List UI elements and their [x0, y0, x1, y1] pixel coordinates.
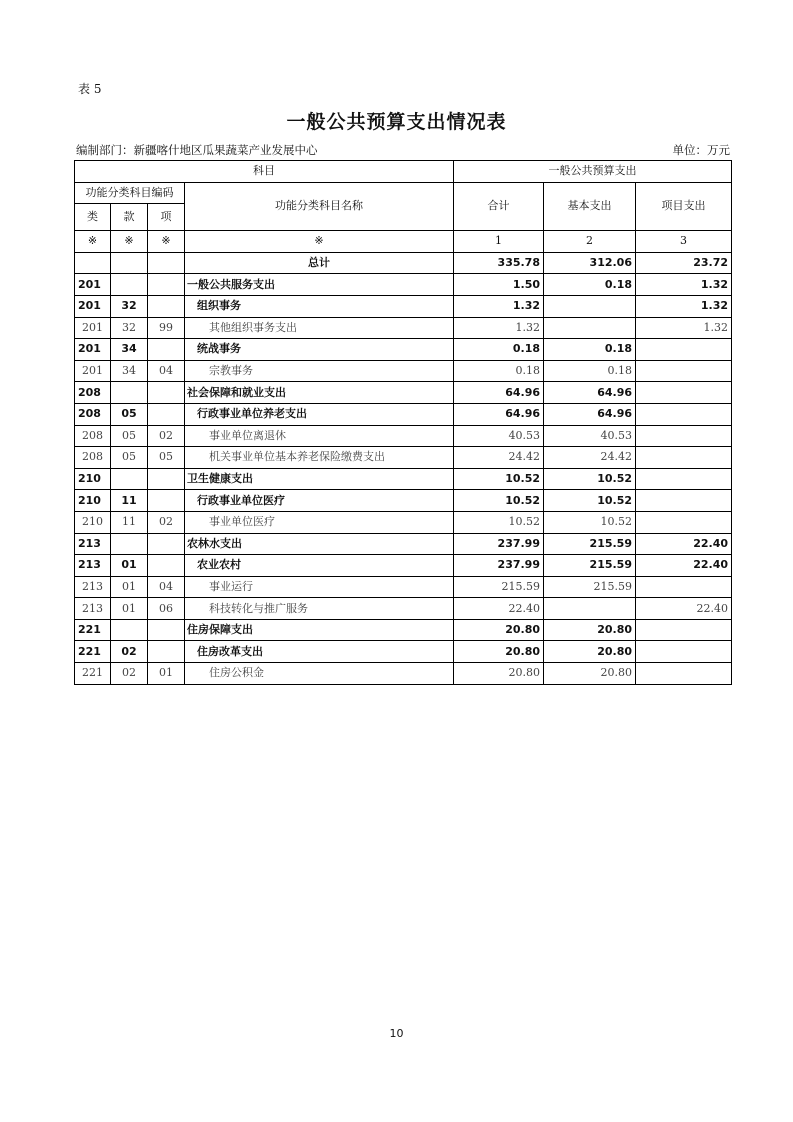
code-lei-cell: 213: [75, 533, 111, 555]
code-kuan-cell: 05: [111, 425, 148, 447]
subject-name-cell: 卫生健康支出: [185, 468, 454, 490]
code-xiang-cell: [148, 641, 185, 663]
total-cell: 237.99: [454, 533, 544, 555]
table-row: [75, 403, 732, 425]
code-kuan-cell: 01: [111, 555, 148, 577]
basic-cell: 0.18: [544, 339, 636, 361]
project-cell: [636, 663, 732, 685]
subject-name-cell: 宗教事务: [185, 360, 454, 382]
code-xiang-cell: [148, 339, 185, 361]
table-row: [75, 555, 732, 577]
project-cell: [636, 511, 732, 533]
basic-cell: 40.53: [544, 425, 636, 447]
header-row-top: [75, 161, 732, 183]
total-label: 总计: [185, 252, 454, 274]
index-cell: 2: [544, 231, 636, 253]
table-row: [75, 663, 732, 685]
basic-cell: 215.59: [544, 576, 636, 598]
basic-cell: 0.18: [544, 360, 636, 382]
table-row: [75, 317, 732, 339]
table-row: [75, 274, 732, 296]
total-cell: 64.96: [454, 403, 544, 425]
page-title: 一般公共预算支出情况表: [286, 111, 507, 133]
code-kuan-cell: 32: [111, 317, 148, 339]
basic-cell: [544, 317, 636, 339]
project-cell: [636, 403, 732, 425]
basic-cell: 64.96: [544, 403, 636, 425]
code-xiang-cell: [148, 382, 185, 404]
basic-cell: [544, 598, 636, 620]
code-kuan-cell: 05: [111, 403, 148, 425]
code-lei-cell: 213: [75, 576, 111, 598]
total-cell: 22.40: [454, 598, 544, 620]
subject-name-cell: 统战事务: [185, 339, 454, 361]
total-cell: 40.53: [454, 425, 544, 447]
code-xiang-cell: 05: [148, 447, 185, 469]
department-label: 编制部门：新疆喀什地区瓜果蔬菜产业发展中心: [76, 143, 318, 157]
basic-cell: 10.52: [544, 511, 636, 533]
subject-name-cell: 科技转化与推广服务: [185, 598, 454, 620]
code-kuan-cell: [111, 468, 148, 490]
code-kuan-cell: [111, 274, 148, 296]
header-budget-group: 一般公共预算支出: [454, 161, 732, 183]
basic-cell: 215.59: [544, 533, 636, 555]
code-xiang-cell: 99: [148, 317, 185, 339]
total-cell: 10.52: [454, 490, 544, 512]
index-cell: 3: [636, 231, 732, 253]
code-kuan-cell: 02: [111, 641, 148, 663]
table-row: [75, 533, 732, 555]
code-kuan-cell: [111, 533, 148, 555]
project-cell: 22.40: [636, 555, 732, 577]
total-cell: 10.52: [454, 468, 544, 490]
code-xiang-cell: 04: [148, 360, 185, 382]
table-row: [75, 382, 732, 404]
table-row: [75, 468, 732, 490]
table-row: [75, 339, 732, 361]
project-cell: 1.32: [636, 295, 732, 317]
code-lei-cell: 208: [75, 382, 111, 404]
total-cell: 237.99: [454, 555, 544, 577]
header-subject: 科目: [75, 161, 454, 183]
code-lei-cell: 208: [75, 425, 111, 447]
project-cell: [636, 382, 732, 404]
project-cell: 1.32: [636, 317, 732, 339]
subject-name-cell: 住房公积金: [185, 663, 454, 685]
table-row: [75, 490, 732, 512]
code-lei-cell: 201: [75, 317, 111, 339]
code-lei-cell: 221: [75, 663, 111, 685]
code-xiang-cell: [148, 295, 185, 317]
code-xiang-cell: 02: [148, 425, 185, 447]
code-kuan-cell: 34: [111, 339, 148, 361]
subject-name-cell: 农业农村: [185, 555, 454, 577]
code-xiang-cell: [148, 619, 185, 641]
header-name: 功能分类科目名称: [185, 182, 454, 231]
code-lei-cell: 213: [75, 598, 111, 620]
basic-cell: 64.96: [544, 382, 636, 404]
code-xiang-cell: 06: [148, 598, 185, 620]
header-project: 项目支出: [636, 182, 732, 231]
code-xiang-cell: [148, 403, 185, 425]
total-cell: 20.80: [454, 619, 544, 641]
subject-name-cell: 组织事务: [185, 295, 454, 317]
total-cell: 1.32: [454, 295, 544, 317]
code-lei-cell: 201: [75, 274, 111, 296]
project-cell: [636, 447, 732, 469]
total-cell: 20.80: [454, 641, 544, 663]
project-cell: 22.40: [636, 533, 732, 555]
budget-table: [74, 160, 732, 685]
header-basic: 基本支出: [544, 182, 636, 231]
total-cell: 0.18: [454, 339, 544, 361]
basic-cell: 20.80: [544, 663, 636, 685]
project-cell: [636, 619, 732, 641]
code-lei-cell: 221: [75, 641, 111, 663]
code-kuan-cell: 11: [111, 511, 148, 533]
basic-cell: 20.80: [544, 641, 636, 663]
project-cell: 1.32: [636, 274, 732, 296]
mark-cell: ※: [148, 231, 185, 253]
subject-name-cell: 事业单位医疗: [185, 511, 454, 533]
header-row-middle: [75, 182, 732, 204]
code-lei-cell: 213: [75, 555, 111, 577]
code-kuan-cell: 01: [111, 598, 148, 620]
header-total: 合计: [454, 182, 544, 231]
table-row: [75, 447, 732, 469]
basic-cell: 10.52: [544, 468, 636, 490]
header-lei: 类: [75, 204, 111, 231]
basic-cell: 20.80: [544, 619, 636, 641]
mark-cell: ※: [111, 231, 148, 253]
total-cell: 215.59: [454, 576, 544, 598]
code-xiang-cell: [148, 274, 185, 296]
total-amount: 335.78: [454, 252, 544, 274]
subject-name-cell: 住房改革支出: [185, 641, 454, 663]
table-row: [75, 619, 732, 641]
total-row: [75, 252, 732, 274]
code-xiang-cell: 04: [148, 576, 185, 598]
index-cell: 1: [454, 231, 544, 253]
project-cell: [636, 641, 732, 663]
code-xiang-cell: [148, 533, 185, 555]
code-kuan-cell: 34: [111, 360, 148, 382]
subject-name-cell: 其他组织事务支出: [185, 317, 454, 339]
project-cell: [636, 576, 732, 598]
total-cell: 24.42: [454, 447, 544, 469]
subject-name-cell: 事业单位离退休: [185, 425, 454, 447]
subject-name-cell: 事业运行: [185, 576, 454, 598]
table-row: [75, 598, 732, 620]
code-xiang-cell: [148, 490, 185, 512]
code-kuan-cell: [111, 382, 148, 404]
total-project: 23.72: [636, 252, 732, 274]
code-lei-cell: 201: [75, 295, 111, 317]
table-row: [75, 511, 732, 533]
mark-cell: ※: [75, 231, 111, 253]
header-xiang: 项: [148, 204, 185, 231]
total-cell: 1.50: [454, 274, 544, 296]
unit-label: 单位：万元: [672, 143, 730, 157]
subject-name-cell: 住房保障支出: [185, 619, 454, 641]
code-kuan-cell: 02: [111, 663, 148, 685]
code-xiang-cell: [148, 555, 185, 577]
total-cell: 20.80: [454, 663, 544, 685]
code-lei-cell: 208: [75, 447, 111, 469]
code-xiang-cell: [148, 468, 185, 490]
code-lei-cell: 201: [75, 339, 111, 361]
code-lei-cell: 210: [75, 490, 111, 512]
total-cell: 64.96: [454, 382, 544, 404]
basic-cell: [544, 295, 636, 317]
meta-row: [76, 142, 730, 158]
code-kuan-cell: 32: [111, 295, 148, 317]
project-cell: [636, 425, 732, 447]
page-number: 10: [389, 1027, 404, 1040]
code-lei-cell: 208: [75, 403, 111, 425]
table-row: [75, 425, 732, 447]
table-row: [75, 360, 732, 382]
subject-name-cell: 农林水支出: [185, 533, 454, 555]
code-kuan-cell: 01: [111, 576, 148, 598]
total-cell: 1.32: [454, 317, 544, 339]
total-basic: 312.06: [544, 252, 636, 274]
code-xiang-cell: 02: [148, 511, 185, 533]
table-row: [75, 641, 732, 663]
project-cell: [636, 339, 732, 361]
subject-name-cell: 一般公共服务支出: [185, 274, 454, 296]
basic-cell: 10.52: [544, 490, 636, 512]
basic-cell: 0.18: [544, 274, 636, 296]
code-kuan-cell: 05: [111, 447, 148, 469]
code-lei-cell: 201: [75, 360, 111, 382]
code-xiang-cell: 01: [148, 663, 185, 685]
subject-name-cell: 行政事业单位医疗: [185, 490, 454, 512]
table-row: [75, 295, 732, 317]
total-cell: 0.18: [454, 360, 544, 382]
total-cell: 10.52: [454, 511, 544, 533]
header-row-index: [75, 231, 732, 253]
header-kuan: 款: [111, 204, 148, 231]
mark-cell: ※: [185, 231, 454, 253]
subject-name-cell: 行政事业单位养老支出: [185, 403, 454, 425]
subject-name-cell: 社会保障和就业支出: [185, 382, 454, 404]
project-cell: 22.40: [636, 598, 732, 620]
table-row: [75, 576, 732, 598]
header-code-group: 功能分类科目编码: [75, 182, 185, 204]
project-cell: [636, 360, 732, 382]
code-lei-cell: 221: [75, 619, 111, 641]
table-number-label: 表 5: [78, 82, 102, 96]
code-lei-cell: 210: [75, 511, 111, 533]
subject-name-cell: 机关事业单位基本养老保险缴费支出: [185, 447, 454, 469]
code-lei-cell: 210: [75, 468, 111, 490]
project-cell: [636, 468, 732, 490]
basic-cell: 24.42: [544, 447, 636, 469]
code-kuan-cell: [111, 619, 148, 641]
basic-cell: 215.59: [544, 555, 636, 577]
project-cell: [636, 490, 732, 512]
code-kuan-cell: 11: [111, 490, 148, 512]
